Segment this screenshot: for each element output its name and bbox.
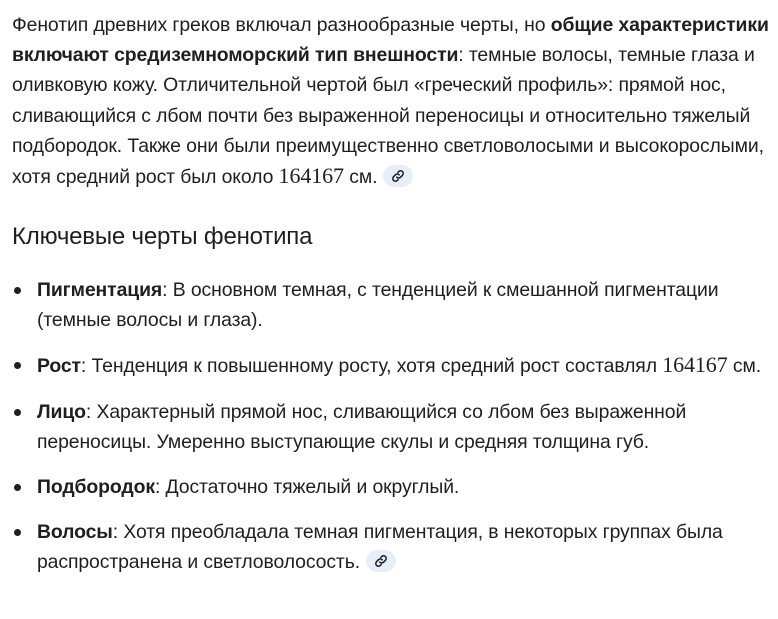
height-number: 164167 [662,352,728,378]
bullet-icon [14,529,21,536]
height-number: 164167 [278,163,344,189]
feature-term: Подбородок [37,476,155,499]
feature-text: : В основном темная, с тенденцией к смешанной пигментации (темные волосы и глаза). [37,279,719,332]
intro-bold-text: общие характеристики включают средиземноморский тип внешности [12,14,769,67]
feature-term: Лицо [37,400,86,423]
intro-paragraph [12,10,778,192]
list-item [12,275,778,335]
link-icon [391,169,405,183]
list-item [12,350,778,381]
source-link-button[interactable] [366,550,396,572]
feature-term: Рост [37,355,81,378]
response-content [12,10,778,574]
feature-text: : Хотя преобладала темная пигментация, в некоторых группах была распространена и светловолосость. [37,521,723,574]
feature-text-end: см. [727,355,762,378]
feature-term: Пигментация [37,279,163,301]
bullet-icon [14,362,21,369]
feature-text: : Тенденция к повышенному росту, хотя средний рост составлял [80,355,663,378]
intro-text-end: см. [343,166,378,189]
section-title: Ключевые черты фенотипа [12,223,313,250]
source-link-button[interactable] [383,165,413,187]
list-item [12,472,778,502]
feature-term: Волосы [37,521,113,544]
feature-text: : Достаточно тяжелый и округлый. [154,476,460,499]
feature-text: : Характерный прямой нос, сливающийся со лбом без выраженной переносицы. Умеренно выступающие скулы и средняя толщина губ. [37,400,687,453]
intro-text-continued: : темные волосы, темные глаза и оливковую кожу. Отличительной чертой был «греческий профиль»: прямой нос, сливающийся с лбом почти без выраженной переносицы и относительно тяжелый подбородок. Также они были преимущественно светловолосыми и высокорослыми, хотя средний рост был около [12,44,764,189]
list-item [12,517,778,577]
features-list [12,275,778,593]
intro-text: Фенотип древних греков включал разнообразные черты, но [12,14,551,36]
list-item [12,397,778,457]
bullet-icon [14,409,21,416]
link-icon [374,554,388,568]
bullet-icon [14,287,21,294]
bullet-icon [14,484,21,491]
